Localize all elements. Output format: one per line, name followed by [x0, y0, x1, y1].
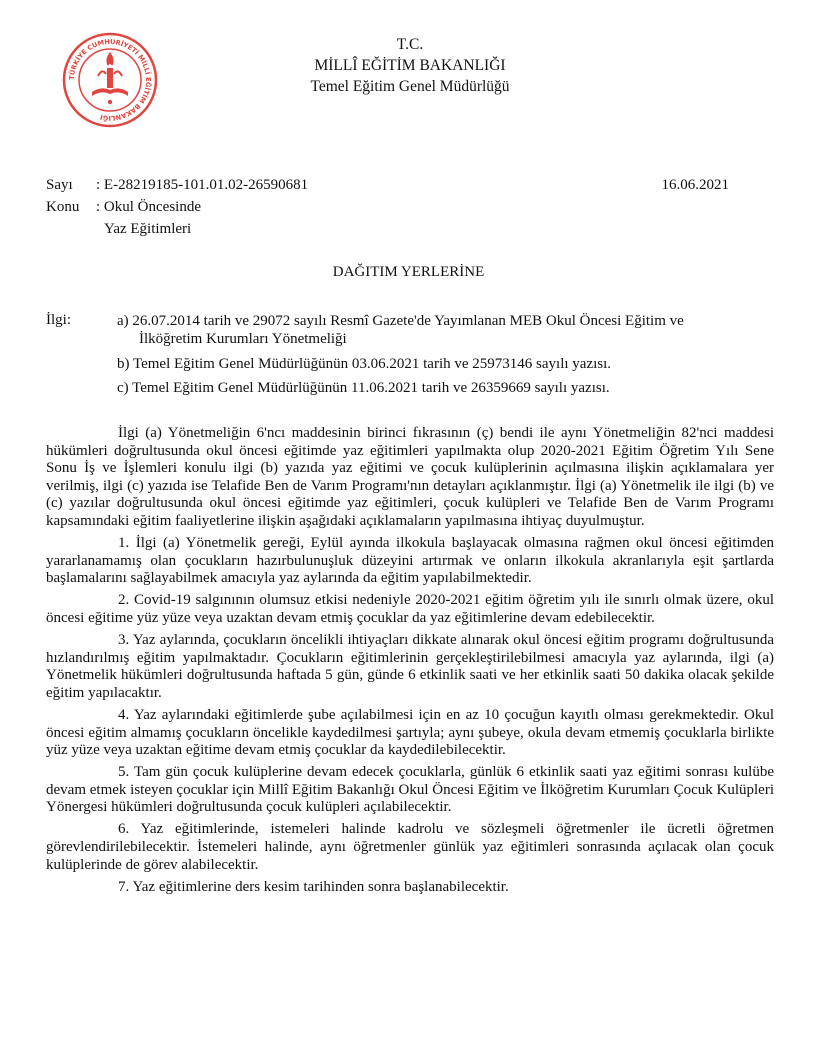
konu-value-line2: Yaz Eğitimleri — [104, 221, 192, 237]
letter-body — [46, 425, 774, 901]
konu-label: Konu — [46, 199, 80, 215]
header-tc: T.C. — [396, 36, 424, 53]
paragraph-5: 5. Tam gün çocuk kulüplerine devam edecek çocuklarla, günlük 6 etkinlik saati yaz eğitimi sonrası kulübe devam etmek isteyen çocuklar için Millî Eğitim Bakanlığı Okul Öncesi Eğitim ve İlköğretim Kurumları Çocuk Kulüpleri Yönergesi hükümleri doğrultusunda çocuk kulüpleri açılabilecektir. — [46, 764, 774, 816]
reference-c: c) Temel Eğitim Genel Müdürlüğünün 11.06.2021 tarih ve 26359669 sayılı yazısı. — [117, 380, 610, 396]
intro-paragraph: İlgi (a) Yönetmeliğin 6'ncı maddesinin birinci fıkrasının (ç) bendi ile aynı Yönetmeliğin 82'nci maddesi hükümleri doğrultusunda okul öncesi eğitimde yaz eğitimleri yapılmakta olup 2020-2021 Eğitim Öğretim Yılı Sene Sonu İş ve İşlemleri konulu ilgi (b) yazıda yaz eğitimi ve çocuk kulüplerinin açılmasına ilişkin açıklamalara yer verilmiş, ilgi (c) yazıda ise Telafide Ben de Varım Programı'nın detayları açıklanmıştır. İlgi (a) Yönetmelik ile ilgi (b) ve (c) yazılar doğrultusunda okul öncesi eğitimde yaz eğitimleri, çocuk kulüpleri ve Telafide Ben de Varım Programı kapsamındaki eğitim faaliyetlerine ilişkin aşağıdaki açıklamaların yapılmasına ihtiyaç duyulmuştur. — [46, 425, 774, 529]
paragraph-3: 3. Yaz aylarında, çocukların öncelikli ihtiyaçları dikkate alınarak okul öncesi eğitim programı doğrultusunda hızlandırılmış eğitim yapılmaktadır. Çocukların eğitimlerinin gerçekleştirilebilmesi amacıyla yaz aylarında, ilgi (a) Yönetmelik hükümleri doğrultusunda haftada 5 gün, günde 6 etkinlik saati ve her etkinlik saati 50 dakika olacak şekilde eğitim yapılacaktır. — [46, 632, 774, 701]
reference-a-line2: İlköğretim Kurumları Yönetmeliği — [139, 331, 347, 347]
reference-a-line1: a) 26.07.2014 tarih ve 29072 sayılı Resmî Gazete'de Yayımlanan MEB Okul Öncesi Eğitim ve — [117, 313, 684, 329]
paragraph-2: 2. Covid-19 salgınının olumsuz etkisi nedeniyle 2020-2021 eğitim öğretim yılı ile sınırlı olmak üzere, okul öncesi eğitime yüz yüze veya uzaktan devam etmiş çocuklar da yaz eğitimlerine devam edebilecektir. — [46, 592, 774, 626]
sayi-label: Sayı — [46, 177, 73, 193]
header-directorate: Temel Eğitim Genel Müdürlüğü — [310, 78, 510, 95]
letter-header — [260, 34, 560, 97]
reference-b: b) Temel Eğitim Genel Müdürlüğünün 03.06.2021 tarih ve 25973146 sayılı yazısı. — [117, 356, 612, 372]
paragraph-1: 1. İlgi (a) Yönetmelik gereği, Eylül ayında ilkokula başlayacak olmasına rağmen okul öncesi eğitimden yararlanamamış olan çocukların hazırbulunuşluk düzeyini artırmak ve onların ilkokula akranlarıyla eşit şartlarda başlamalarını sağlayabilmek amacıyla yaz aylarında da eğitim yapılabilmektedir. — [46, 535, 774, 587]
header-ministry: MİLLÎ EĞİTİM BAKANLIĞI — [314, 57, 506, 74]
konu-value: : Okul Öncesinde — [96, 199, 201, 215]
paragraph-7: 7. Yaz eğitimlerine ders kesim tarihinden sonra başlanabilecektir. — [118, 878, 509, 895]
ministry-seal-logo — [62, 32, 158, 128]
seal-ring-text: TÜRKİYE CUMHURİYETİ MİLLÎ EĞİTİM BAKANLIĞI — [67, 37, 153, 123]
ilgi-label: İlgi: — [46, 312, 71, 328]
paragraph-6: 6. Yaz eğitimlerinde, istemeleri halinde kadrolu ve sözleşmeli öğretmenler ile ücretli öğretmen görevlendirilebilecektir. İstemeleri halinde, aynı öğretmenler günlük yaz eğitimleri sonrasında açılacak olan çocuk kulüplerinde de görev alabilecektir. — [46, 821, 774, 873]
distribution-heading: DAĞITIM YERLERİNE — [332, 264, 485, 280]
letter-date: 16.06.2021 — [661, 177, 729, 193]
sayi-value: : E-28219185-101.01.02-26590681 — [96, 177, 309, 193]
paragraph-4: 4. Yaz aylarındaki eğitimlerde şube açılabilmesi için en az 10 çocuğun kayıtlı olması gerekmektedir. Okul öncesi eğitim almamış çocukların öncelikle kaydedilmesi şartıyla; aynı şubeye, okula devam etmemiş çocuklarla birlikte yüz yüze veya uzaktan eğitime devam etmiş çocuklar da kaydedilebilecektir. — [46, 706, 774, 759]
letter-meta — [46, 174, 746, 240]
